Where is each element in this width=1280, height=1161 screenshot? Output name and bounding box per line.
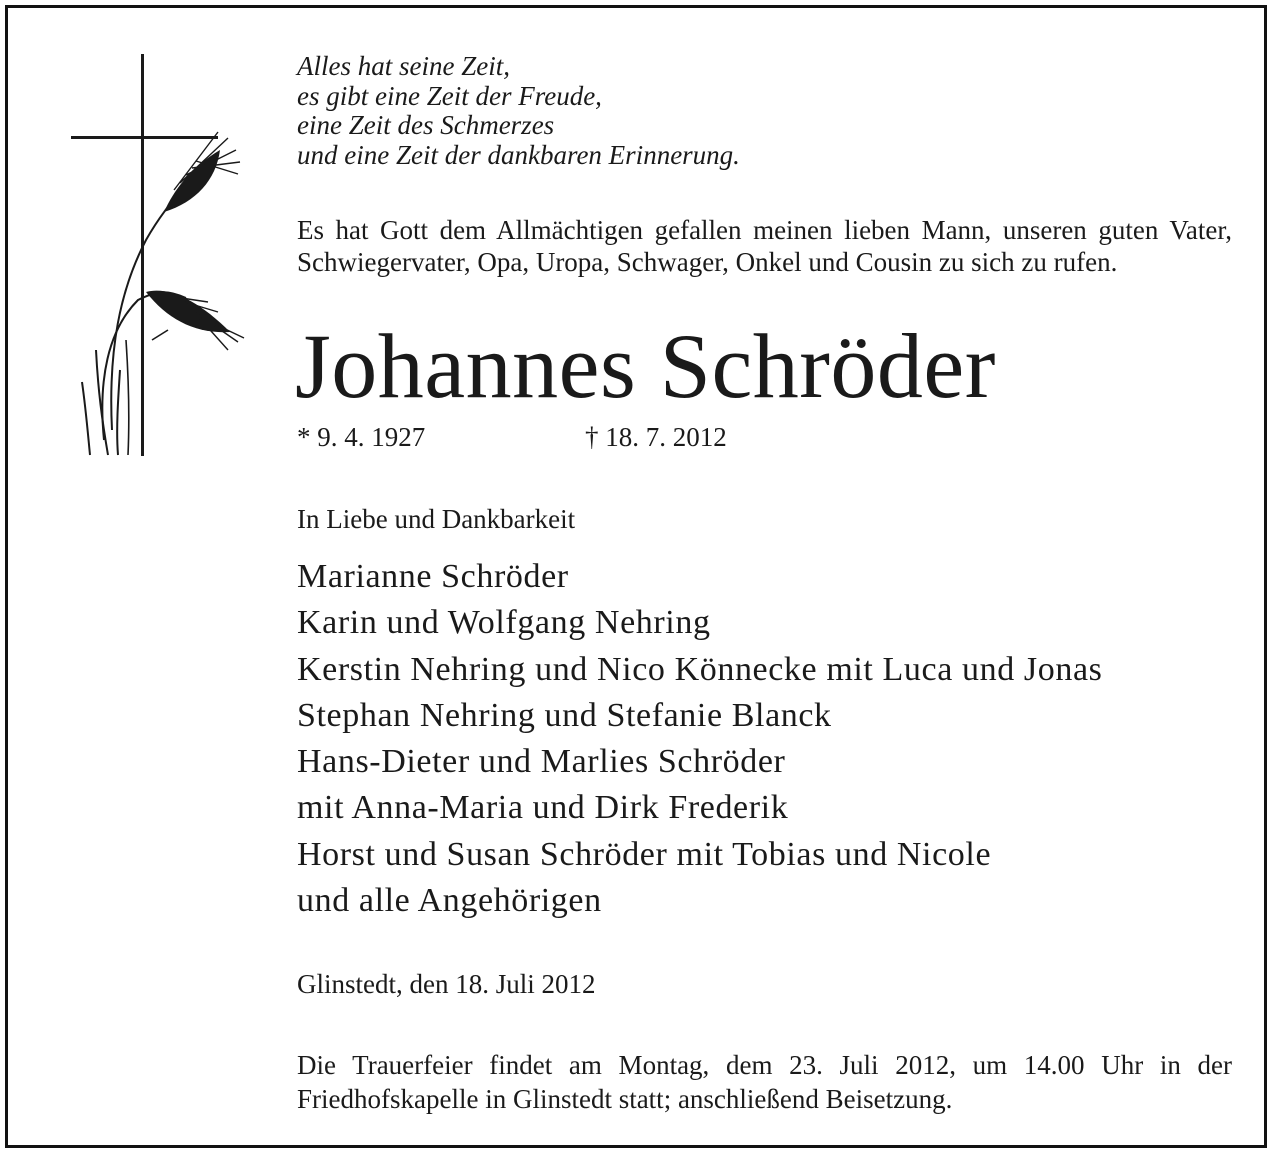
motto-line: eine Zeit des Schmerzes bbox=[297, 110, 555, 140]
motto-line: Alles hat seine Zeit, bbox=[297, 51, 510, 81]
motto-line: es gibt eine Zeit der Freude, bbox=[297, 80, 602, 111]
mourner-line: Hans-Dieter und Marlies Schröder bbox=[297, 743, 786, 781]
death-date: † 18. 7. 2012 bbox=[585, 422, 727, 452]
dedication-line: In Liebe und Dankbarkeit bbox=[297, 504, 576, 534]
obituary-notice bbox=[5, 5, 1267, 1148]
mourner-line: Horst und Susan Schröder mit Tobias und Nicole bbox=[297, 835, 992, 873]
place-and-date: Glinstedt, den 18. Juli 2012 bbox=[297, 969, 596, 999]
mourner-line: und alle Angehörigen bbox=[297, 882, 602, 920]
cross-with-wheat-icon bbox=[68, 50, 253, 460]
motto-line: und eine Zeit der dankbaren Erinnerung. bbox=[297, 139, 740, 170]
funeral-service-info: Die Trauerfeier findet am Montag, dem 23. Juli 2012, um 14.00 Uhr in der Friedhofskapelle in Glinstedt statt; anschließend Beisetzung. bbox=[297, 1050, 1232, 1114]
deceased-name: Johannes Schröder bbox=[295, 315, 996, 417]
mourner-line: Marianne Schröder bbox=[297, 558, 569, 595]
mourner-line: Kerstin Nehring und Nico Könnecke mit Luca und Jonas bbox=[297, 650, 1103, 688]
birth-date: * 9. 4. 1927 bbox=[297, 422, 426, 452]
mourners-list bbox=[297, 554, 1102, 924]
motto-verse bbox=[297, 52, 740, 170]
mourner-line: mit Anna-Maria und Dirk Frederik bbox=[297, 789, 789, 827]
mourner-line: Karin und Wolfgang Nehring bbox=[297, 604, 711, 642]
intro-text: Es hat Gott dem Allmächtigen gefallen meinen lieben Mann, unseren guten Vater, Schwiegervater, Opa, Uropa, Schwager, Onkel und Cousin zu sich zu rufen. bbox=[297, 215, 1232, 277]
mourner-line: Stephan Nehring und Stefanie Blanck bbox=[297, 696, 832, 734]
